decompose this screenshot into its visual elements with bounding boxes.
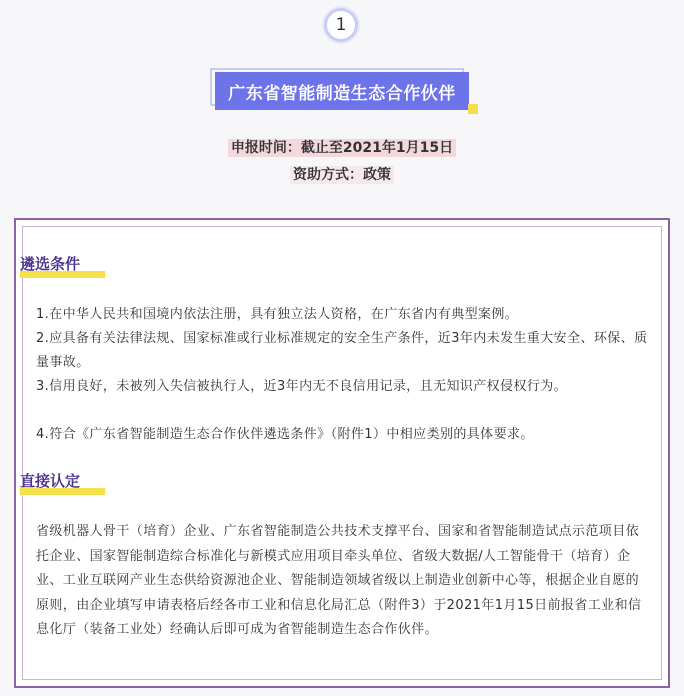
section-number: 1 (335, 15, 347, 35)
criteria-item-3: 3.信用良好，未被列入失信被执行人，近3年内无不良信用记录，且无知识产权侵权行为。 (36, 379, 568, 394)
funding-line (0, 164, 684, 184)
deadline-text: 申报时间：截止至2021年1月15日 (228, 139, 456, 157)
section-title-direct-recognition (20, 470, 80, 491)
deadline-line (0, 137, 684, 157)
title-corner-accent (468, 104, 478, 114)
section-number-badge (324, 8, 358, 42)
section-title-text: 直接认定 (20, 472, 81, 490)
section-title-selection-criteria (20, 253, 80, 274)
direct-recognition-text: 省级机器人骨干（培育）企业、广东省智能制造公共技术支撑平台、国家和省智能制造试点示范项目依托企业、国家智能制造综合标准化与新模式应用项目牵头单位、省级大数据/人工智能骨干（培育）企业、工业互联网产业生态供给资源池企业、智能制造领域省级以上制造业创新中心等，根据企业自愿的原则，由企业填写申请表格后经各市工业和信息化局汇总（附件3）于2021年1月15日前报省工业和信息化厅（装备工业处）经确认后即可成为省智能制造生态合作伙伴。 (36, 524, 642, 637)
funding-text: 资助方式：政策 (290, 166, 394, 184)
criteria-item-2: 2.应具备有关法律法规、国家标准或行业标准规定的安全生产条件，近3年内未发生重大安全、环保、质量事故。 (36, 331, 648, 370)
section-title-text: 遴选条件 (20, 255, 81, 273)
title-banner (210, 68, 474, 114)
criteria-item-1: 1.在中华人民共和国境内依法注册，具有独立法人资格，在广东省内有典型案例。 (36, 307, 519, 322)
criteria-item-4: 4.符合《广东省智能制造生态合作伙伴遴选条件》（附件1）中相应类别的具体要求。 (36, 427, 534, 442)
page-title: 广东省智能制造生态合作伙伴 (215, 72, 469, 110)
